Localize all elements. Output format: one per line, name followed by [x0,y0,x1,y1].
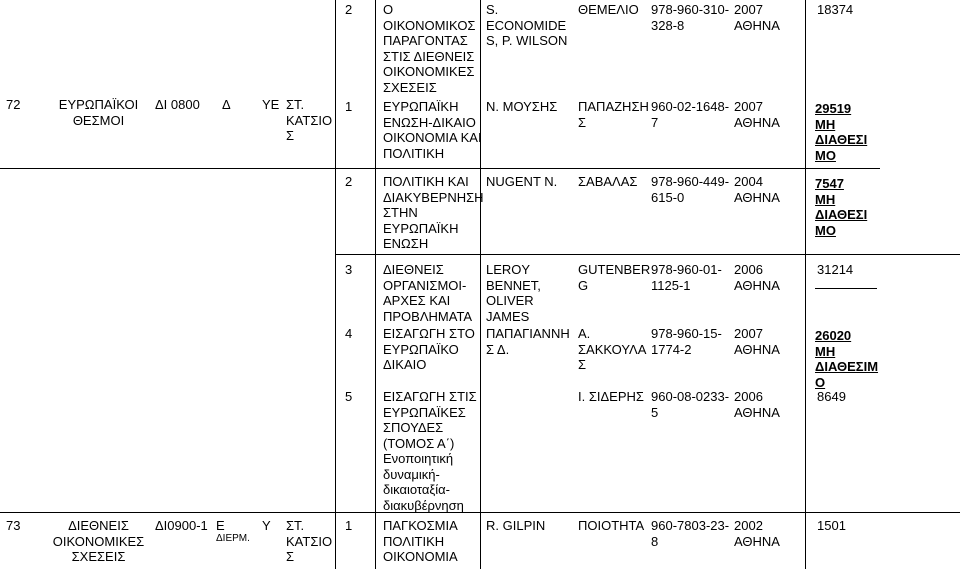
book-title: ΕΙΣΑΓΩΓΗ ΣΤΟ ΕΥΡΩΠΑΪΚΟ ΔΙΚΑΙΟ [383,326,475,372]
book-year-city: 2007 ΑΘΗΝΑ [734,326,780,357]
book-isbn: 978-960-310- 328-8 [651,2,730,33]
teacher: ΣΤ. ΚΑΤΣΙΟ Σ [286,97,333,143]
book-author: LEROY BENNET, OLIVER JAMES [486,262,541,324]
book-isbn: 978-960-01- 1125-1 [651,262,722,293]
book-code-unavailable: 7547 ΜΗ ΔΙΑΘΕΣΙ ΜΟ [815,176,868,238]
row-divider [335,254,960,255]
book-number: 1 [345,518,353,533]
book-year-city: 2006 ΑΘΗΝΑ [734,389,780,420]
course-status: ΥΕ [262,97,280,112]
column-divider [375,0,376,569]
book-year-city: 2004 ΑΘΗΝΑ [734,174,780,205]
book-code-unavailable: 26020 ΜΗ ΔΙΑΘΕΣΙΜ Ο [815,328,879,390]
column-divider [480,0,481,569]
book-isbn: 960-02-1648- 7 [651,99,730,130]
book-year-city: 2002 ΑΘΗΝΑ [734,518,780,549]
book-number: 5 [345,389,353,404]
teacher: ΣΤ. ΚΑΤΣΙΟ Σ [286,518,333,564]
book-number: 2 [345,174,353,189]
book-publisher: GUTENBER G [578,262,651,293]
book-number: 3 [345,262,353,277]
book-year-city: 2007 ΑΘΗΝΑ [734,99,780,130]
book-title: ΠΑΓΚΟΣΜΙΑ ΠΟΛΙΤΙΚΗ ΟΙΚΟΝΟΜΙΑ [383,518,458,564]
book-author: NUGENT N. [486,174,558,189]
book-author: R. GILPIN [486,518,546,533]
book-code: 18374 [817,2,854,17]
row-divider [815,288,877,289]
book-code: 8649 [817,389,846,404]
book-publisher: ΠΟΙΟΤΗΤΑ [578,518,645,533]
book-publisher: Ι. ΣΙΔΕΡΗΣ [578,389,644,404]
book-isbn: 978-960-449- 615-0 [651,174,730,205]
book-publisher: ΠΑΠΑΖΗΣΗ Σ [578,99,649,130]
course-type: Ε [216,518,225,533]
course-code: ΔΙ 0800 [155,97,200,112]
row-divider [0,168,335,169]
book-author: ΠΑΠΑΓΙΑΝΝΗ Σ Δ. [486,326,570,357]
book-title: ΕΙΣΑΓΩΓΗ ΣΤΙΣ ΕΥΡΩΠΑΪΚΕΣ ΣΠΟΥΔΕΣ (ΤΟΜΟΣ Α΄) Ενοποιητική δυναμική- δικαιοταξία- διακυβέρνηση [383,389,477,513]
row-number: 72 [6,97,21,112]
book-code-unavailable: 29519 ΜΗ ΔΙΑΘΕΣΙ ΜΟ [815,101,868,163]
row-number: 73 [6,518,21,533]
book-year-city: 2006 ΑΘΗΝΑ [734,262,780,293]
book-title: ΕΥΡΩΠΑΪΚΗ ΕΝΩΣΗ-ΔΙΚΑΙΟ ΟΙΚΟΝΟΜΙΑ ΚΑΙ ΠΟΛΙΤΙΚΗ [383,99,482,161]
course-code: ΔΙ0900-1 [155,518,208,533]
subject-area: ΕΥΡΩΠΑΪΚΟΙ ΘΕΣΜΟΙ [58,97,139,128]
book-author: S. ECONOMIDE S, P. WILSON [486,2,568,48]
book-year-city: 2007 ΑΘΗΝΑ [734,2,780,33]
book-title: Ο ΟΙΚΟΝΟΜΙΚΟΣ ΠΑΡΑΓΟΝΤΑΣ ΣΤΙΣ ΔΙΕΘΝΕΙΣ ΟΙΚΟΝΟΜΙΚΕΣ ΣΧΕΣΕΙΣ [383,2,476,95]
book-isbn: 960-7803-23- 8 [651,518,730,549]
row-divider [335,168,880,169]
book-code: 31214 [817,262,854,277]
column-divider [805,0,806,569]
course-status: Υ [262,518,271,533]
book-title: ΠΟΛΙΤΙΚΗ ΚΑΙ ΔΙΑΚΥΒΕΡΝΗΣΗ ΣΤΗΝ ΕΥΡΩΠΑΪΚΗ ΕΝΩΣΗ [383,174,484,251]
book-code: 1501 [817,518,846,533]
book-isbn: 960-08-0233- 5 [651,389,730,420]
book-author: Ν. ΜΟΥΣΗΣ [486,99,558,114]
book-publisher: Α. ΣΑΚΚΟΥΛΑ Σ [578,326,647,372]
subject-area: ΔΙΕΘΝΕΙΣ ΟΙΚΟΝΟΜΙΚΕΣ ΣΧΕΣΕΙΣ [52,518,145,564]
book-publisher: ΘΕΜΕΛΙΟ [578,2,639,17]
book-isbn: 978-960-15- 1774-2 [651,326,722,357]
book-title: ΔΙΕΘΝΕΙΣ ΟΡΓΑΝΙΣΜΟΙ- ΑΡΧΕΣ ΚΑΙ ΠΡΟΒΛΗΜΑΤΑ [383,262,473,324]
column-divider [335,0,336,569]
course-type-note: ΔΙΕΡΜ. [216,533,250,544]
book-number: 1 [345,99,353,114]
course-type: Δ [222,97,231,112]
book-number: 4 [345,326,353,341]
book-publisher: ΣΑΒΑΛΑΣ [578,174,638,189]
book-number: 2 [345,2,353,17]
